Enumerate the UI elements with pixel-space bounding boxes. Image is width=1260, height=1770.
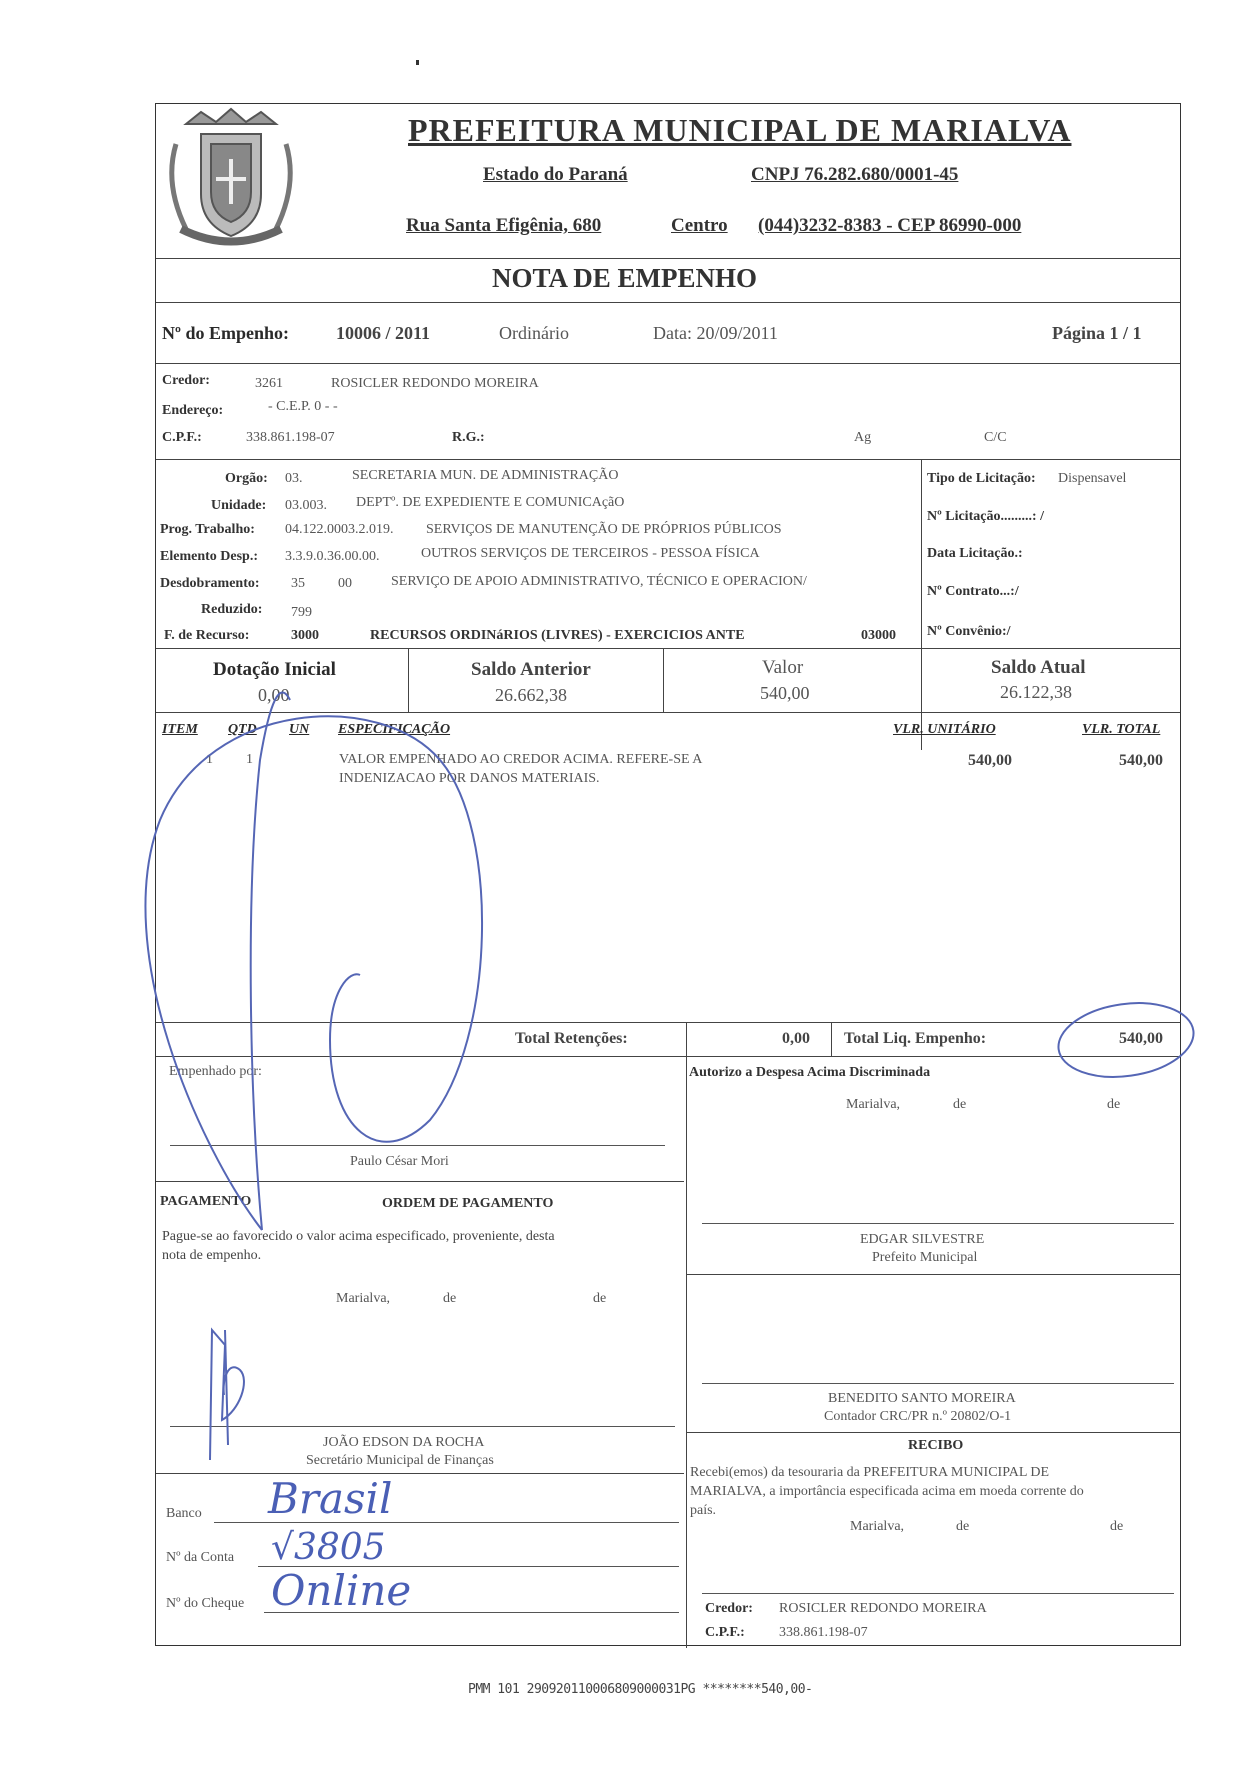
address-label: Endereço:	[162, 403, 224, 418]
cpf-value: 338.861.198-07	[246, 430, 335, 445]
conta-value: √3805	[271, 1527, 386, 1568]
contador-role: Contador CRC/PR n.º 20802/O-1	[824, 1409, 1012, 1424]
empenho-number: 10006 / 2011	[336, 323, 431, 343]
dotacao-label: Dotação Inicial	[213, 659, 336, 680]
tipo-licitacao-label: Tipo de Licitação:	[927, 471, 1036, 486]
pagamento-de2: de	[593, 1291, 607, 1306]
total-liquido-value: 540,00	[1119, 1030, 1163, 1047]
elemento-code: 3.3.9.0.36.00.00.	[285, 549, 380, 564]
item-total-value: 540,00	[1119, 752, 1163, 769]
prog-code: 04.122.0003.2.019.	[285, 522, 394, 537]
item-qtd: 1	[246, 752, 253, 767]
signature-line	[702, 1383, 1174, 1384]
item-number: 1	[206, 752, 213, 767]
divider	[156, 1473, 684, 1474]
col-header-unit-value: VLR. UNITÁRIO	[893, 722, 996, 737]
pagamento-label: PAGAMENTO	[160, 1194, 252, 1209]
recibo-credor-label: Credor:	[705, 1601, 753, 1616]
credor-label: Credor:	[162, 373, 210, 388]
recibo-credor-name: ROSICLER REDONDO MOREIRA	[779, 1601, 987, 1616]
rg-label: R.G.:	[452, 430, 485, 445]
recibo-text1: Recebi(emos) da tesouraria da PREFEITURA MUNICIPAL DE	[690, 1465, 1050, 1480]
banco-label: Banco	[166, 1506, 202, 1521]
elemento-label: Elemento Desp.:	[160, 549, 258, 564]
header-phone-cep: (044)3232-8383 - CEP 86990-000	[758, 215, 1022, 236]
banco-value: Brasil	[268, 1474, 393, 1523]
item-spec-line1: VALOR EMPENHADO AO CREDOR ACIMA. REFERE-SE A	[339, 752, 703, 767]
pagamento-city: Marialva,	[336, 1291, 391, 1306]
divider	[408, 648, 409, 712]
header-address: Rua Santa Efigênia, 680	[406, 215, 602, 236]
divider	[156, 258, 1180, 259]
divider	[156, 459, 1180, 460]
signature-line	[702, 1593, 1174, 1594]
ag-label: Ag	[854, 430, 872, 445]
autorizo-city: Marialva,	[846, 1097, 901, 1112]
orgao-label: Orgão:	[225, 471, 268, 486]
licitacao-date: Data Licitação.:	[927, 546, 1023, 561]
pagamento-text2: nota de empenho.	[162, 1248, 262, 1263]
recibo-de2: de	[1110, 1519, 1124, 1534]
divider	[156, 712, 1180, 713]
valor-value: 540,00	[760, 683, 810, 703]
recibo-city: Marialva,	[850, 1519, 905, 1534]
credor-name: ROSICLER REDONDO MOREIRA	[331, 376, 539, 391]
saldo-atual-label: Saldo Atual	[991, 657, 1086, 678]
saldo-atual-value: 26.122,38	[1000, 682, 1072, 702]
prefeito-name: EDGAR SILVESTRE	[860, 1232, 985, 1247]
header-title: PREFEITURA MUNICIPAL DE MARIALVA	[408, 112, 1072, 148]
col-header-especificacao: ESPECIFICAÇÃO	[338, 722, 451, 737]
pagamento-de1: de	[443, 1291, 457, 1306]
divider	[686, 1432, 1180, 1433]
pagamento-text1: Pague-se ao favorecido o valor acima especificado, proveniente, desta	[162, 1229, 555, 1244]
footer-barcode-text: PMM 101 290920110006809000031PG ********540,00-	[468, 1682, 813, 1697]
ordem-pagamento-label: ORDEM DE PAGAMENTO	[382, 1196, 554, 1211]
conta-label: Nº da Conta	[166, 1550, 235, 1565]
desdobramento-label: Desdobramento:	[160, 576, 260, 591]
orgao-name: SECRETARIA MUN. DE ADMINISTRAÇÃO	[352, 468, 619, 483]
unidade-code: 03.003.	[285, 498, 327, 513]
divider	[156, 302, 1180, 303]
divider	[686, 1022, 687, 1648]
saldo-anterior-value: 26.662,38	[495, 685, 567, 705]
recibo-title: RECIBO	[908, 1438, 964, 1453]
prefeito-role: Prefeito Municipal	[872, 1250, 978, 1265]
orgao-code: 03.	[285, 471, 303, 486]
valor-label: Valor	[762, 657, 804, 678]
convenio-number: Nº Convênio:/	[927, 624, 1011, 639]
empenhado-name: Paulo César Mori	[350, 1154, 449, 1169]
item-spec-line2: INDENIZACAO POR DANOS MATERIAIS.	[339, 771, 600, 786]
recibo-cpf-label: C.P.F.:	[705, 1625, 745, 1640]
nota-de-empenho-form	[155, 103, 1181, 1646]
empenho-date: Data: 20/09/2011	[653, 323, 778, 343]
recibo-de1: de	[956, 1519, 970, 1534]
contrato-number: Nº Contrato...:/	[927, 584, 1019, 599]
header-state: Estado do Paraná	[483, 164, 628, 185]
tipo-licitacao-value: Dispensavel	[1058, 471, 1127, 486]
divider	[156, 648, 1180, 649]
cheque-label: Nº do Cheque	[166, 1596, 245, 1611]
fonte-name: RECURSOS ORDINáRIOS (LIVRES) - EXERCICIOS ANTE	[370, 628, 745, 643]
licitacao-number: Nº Licitação.........: /	[927, 509, 1044, 524]
total-retencoes-label: Total Retenções:	[515, 1030, 628, 1047]
cc-label: C/C	[984, 430, 1007, 445]
address-value: - C.E.P. 0 - -	[268, 399, 338, 414]
unidade-label: Unidade:	[211, 498, 267, 513]
divider	[156, 1056, 1180, 1057]
secretario-role: Secretário Municipal de Finanças	[306, 1453, 494, 1468]
cpf-label: C.P.F.:	[162, 430, 202, 445]
recibo-text3: país.	[690, 1503, 717, 1518]
desdobramento-name: SERVIÇO DE APOIO ADMINISTRATIVO, TÉCNICO E OPERACION/	[391, 574, 807, 589]
desdobramento-sub: 00	[338, 576, 352, 591]
prog-label: Prog. Trabalho:	[160, 522, 255, 537]
autorizo-de1: de	[953, 1097, 967, 1112]
prog-name: SERVIÇOS DE MANUTENÇÃO DE PRÓPRIOS PÚBLICOS	[426, 522, 782, 537]
item-unit-value: 540,00	[968, 752, 1012, 769]
col-header-item: ITEM	[162, 722, 198, 737]
col-header-un: UN	[289, 722, 310, 737]
contador-name: BENEDITO SANTO MOREIRA	[828, 1391, 1016, 1406]
fonte-label: F. de Recurso:	[164, 628, 250, 643]
empenho-type: Ordinário	[499, 323, 569, 343]
cheque-value: Online	[271, 1566, 412, 1615]
saldo-anterior-label: Saldo Anterior	[471, 659, 591, 680]
reduzido-code: 799	[291, 605, 312, 620]
divider	[921, 459, 922, 750]
header-cnpj: CNPJ 76.282.680/0001-45	[751, 164, 959, 185]
empenhado-label: Empenhado por:	[169, 1064, 262, 1079]
divider	[686, 1274, 1180, 1275]
reduzido-label: Reduzido:	[201, 602, 263, 617]
divider	[663, 648, 664, 712]
col-header-total-value: VLR. TOTAL	[1082, 722, 1161, 737]
divider	[156, 1181, 684, 1182]
fonte-extra: 03000	[861, 628, 896, 643]
header-district: Centro	[671, 215, 728, 236]
total-retencoes-value: 0,00	[782, 1030, 810, 1047]
autorizo-de2: de	[1107, 1097, 1121, 1112]
dotacao-value: 0,00	[258, 685, 290, 705]
col-header-qtd: QTD	[228, 722, 257, 737]
fonte-code: 3000	[291, 628, 319, 643]
empenho-label: Nº do Empenho:	[162, 323, 289, 343]
doc-title: NOTA DE EMPENHO	[492, 263, 758, 293]
signature-line	[170, 1426, 675, 1427]
signature-line	[170, 1145, 665, 1146]
unidade-name: DEPTº. DE EXPEDIENTE E COMUNICAçãO	[356, 495, 625, 510]
divider	[156, 1022, 1180, 1023]
autorizo-label: Autorizo a Despesa Acima Discriminada	[689, 1065, 931, 1080]
recibo-cpf-value: 338.861.198-07	[779, 1625, 868, 1640]
secretario-name: JOÃO EDSON DA ROCHA	[323, 1435, 485, 1450]
municipal-crest-icon	[156, 104, 306, 254]
total-liquido-label: Total Liq. Empenho:	[844, 1030, 987, 1047]
recibo-text2: MARIALVA, a importância especificada acima em moeda corrente do	[690, 1484, 1084, 1499]
elemento-name: OUTROS SERVIÇOS DE TERCEIROS - PESSOA FÍSICA	[421, 546, 760, 561]
signature-line	[702, 1223, 1174, 1224]
desdobramento-code: 35	[291, 576, 305, 591]
divider	[831, 1022, 832, 1056]
scan-speck	[416, 60, 419, 65]
page-number: Página 1 / 1	[1052, 323, 1142, 343]
divider	[156, 363, 1180, 364]
credor-code: 3261	[255, 376, 283, 391]
